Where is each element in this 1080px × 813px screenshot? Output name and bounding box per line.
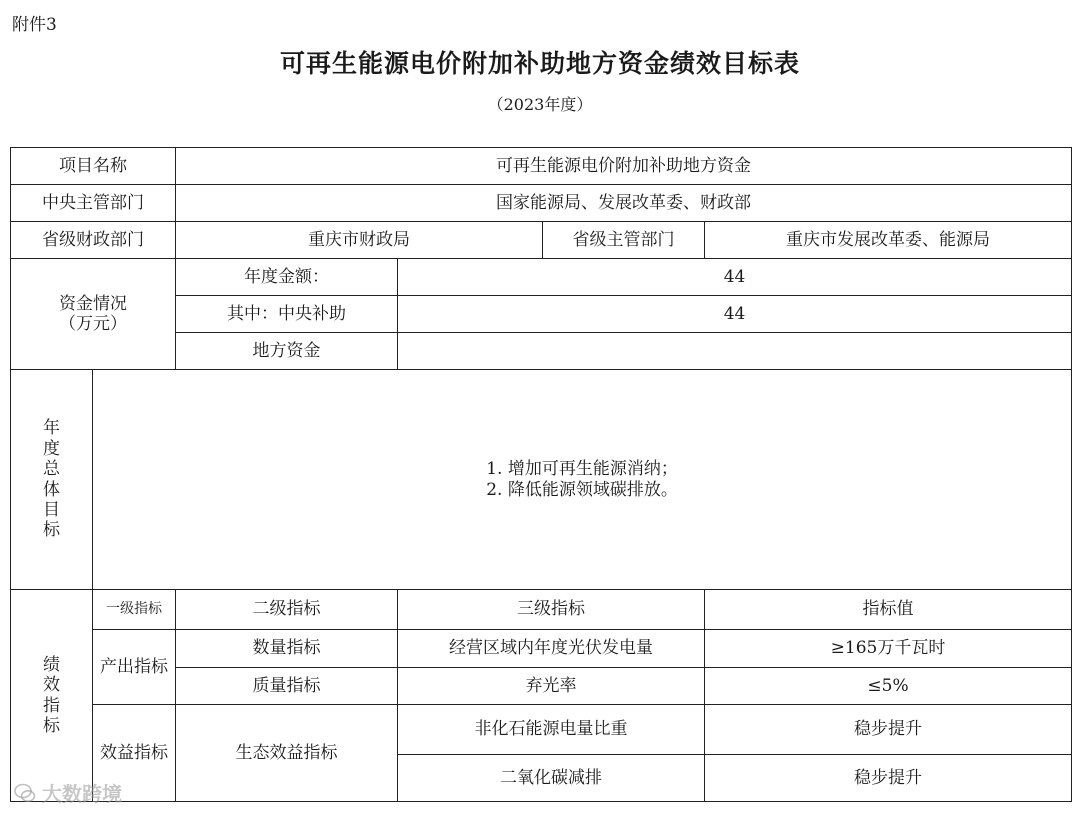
year-subtitle: （2023年度） — [487, 95, 593, 114]
col-level3: 三级指标 — [398, 590, 705, 630]
table-row — [11, 590, 1072, 630]
annual-amount-label: 年度金额： — [176, 259, 398, 296]
output-indicator: 产出指标 — [93, 630, 176, 705]
project-name-label: 项目名称 — [11, 148, 176, 185]
table-row — [11, 370, 1072, 590]
prov-finance-label: 省级财政部门 — [11, 222, 176, 259]
performance-label: 绩 效 指 标 — [11, 590, 93, 802]
overall-goal-label: 年 度 总 体 目 标 — [11, 370, 93, 590]
quality-indicator: 质量指标 — [176, 668, 398, 705]
page-title: 可再生能源电价附加补助地方资金绩效目标表 — [279, 49, 800, 78]
overall-goal-content — [93, 370, 1072, 590]
prov-dept-value: 重庆市发展改革委、能源局 — [705, 222, 1072, 259]
central-dept-label: 中央主管部门 — [11, 185, 176, 222]
goal-line: 1. 增加可再生能源消纳； — [486, 459, 678, 480]
local-funds-label: 地方资金 — [176, 333, 398, 370]
project-name-value: 可再生能源电价附加补助地方资金 — [176, 148, 1072, 185]
table-row — [11, 222, 1072, 259]
watermark-text: 大数跨境 — [42, 782, 122, 806]
eco-desc-2: 二氧化碳减排 — [398, 755, 705, 802]
eco-benefit-indicator: 生态效益指标 — [176, 705, 398, 802]
wechat-logo-icon — [14, 782, 36, 804]
benefit-indicator: 效益指标 — [93, 705, 176, 802]
table-row — [11, 148, 1072, 185]
annual-amount-value: 44 — [398, 259, 1072, 296]
col-level1: 一级指标 — [93, 590, 176, 630]
table-row — [11, 630, 1072, 668]
central-subsidy-label: 其中：中央补助 — [176, 296, 398, 333]
prov-finance-value: 重庆市财政局 — [176, 222, 543, 259]
local-funds-value — [398, 333, 1072, 370]
eco-desc-1: 非化石能源电量比重 — [398, 705, 705, 755]
col-value: 指标值 — [705, 590, 1072, 630]
eco-value-1: 稳步提升 — [705, 705, 1072, 755]
table-row — [11, 185, 1072, 222]
quantity-value: ≥165万千瓦时 — [705, 630, 1072, 668]
table-row — [11, 259, 1072, 296]
attachment-label: 附件3 — [12, 15, 57, 35]
central-subsidy-value: 44 — [398, 296, 1072, 333]
quality-value: ≤5% — [705, 668, 1072, 705]
quantity-desc: 经营区域内年度光伏发电量 — [398, 630, 705, 668]
quality-desc: 弃光率 — [398, 668, 705, 705]
central-dept-value: 国家能源局、发展改革委、财政部 — [176, 185, 1072, 222]
goal-line: 2. 降低能源领域碳排放。 — [486, 479, 678, 500]
eco-value-2: 稳步提升 — [705, 755, 1072, 802]
quantity-indicator: 数量指标 — [176, 630, 398, 668]
performance-table — [10, 147, 1072, 802]
watermark — [14, 778, 122, 807]
prov-dept-label: 省级主管部门 — [543, 222, 705, 259]
funds-label: 资金情况 （万元） — [11, 259, 176, 370]
col-level2: 二级指标 — [176, 590, 398, 630]
table-row — [11, 705, 1072, 755]
